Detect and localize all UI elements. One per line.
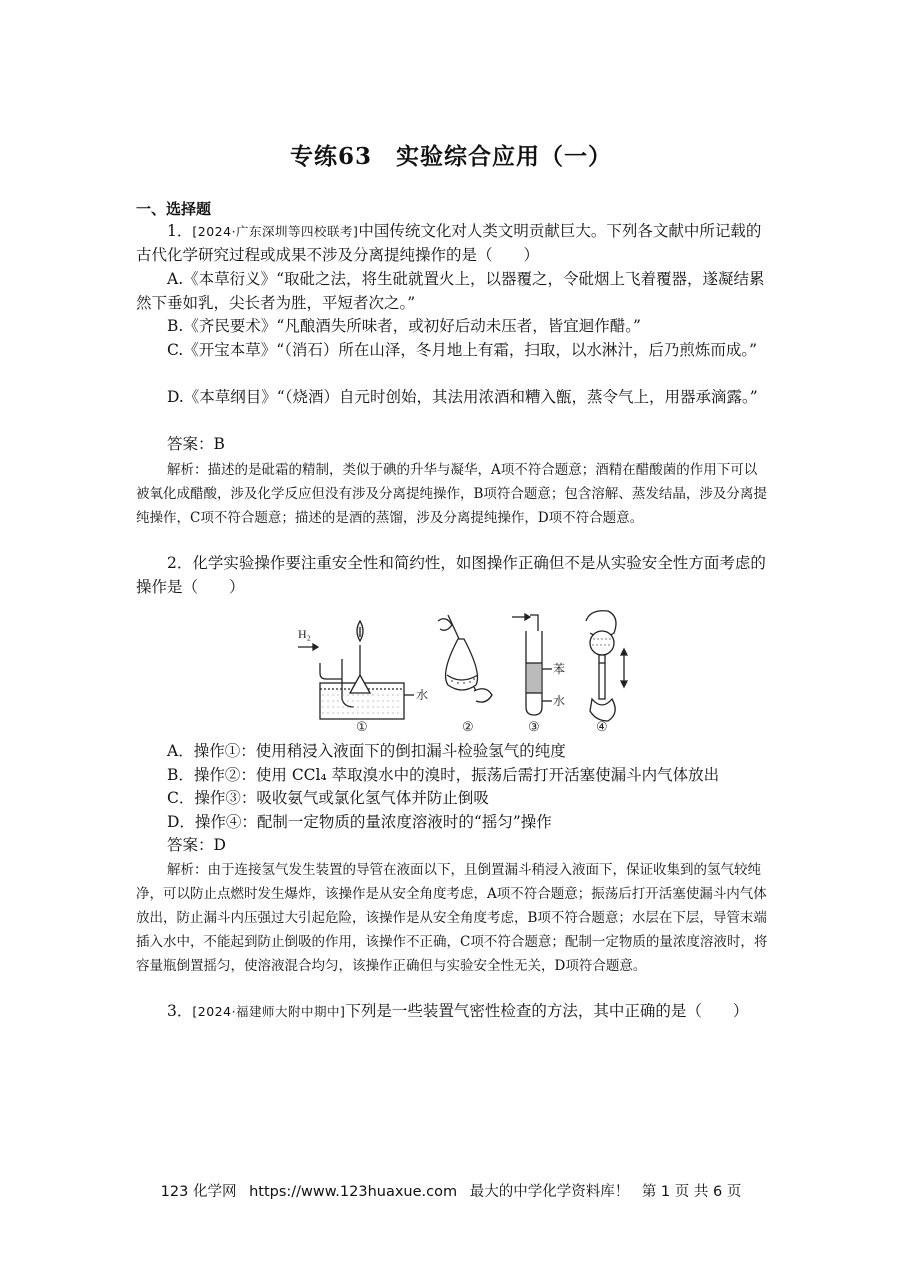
option-b: B．操作②：使用 CCl₄ 萃取溴水中的溴时，振荡后需打开活塞使漏斗内气体放出 [167, 766, 720, 784]
experiment-figure [290, 603, 630, 735]
question-3-stem [136, 1000, 768, 1024]
option-d: D.《本草纲目》“（烧酒）自元时创始，其法用浓酒和糟入甑，蒸令气上，用器承滴露。” [167, 388, 758, 406]
question-2-stem [136, 552, 768, 599]
footer-url[interactable]: https://www.123huaxue.com [249, 1184, 458, 1200]
question-text: 下列是一些装置气密性检查的方法，其中正确的是（ ） [345, 1002, 749, 1020]
water-label: 水 [553, 694, 566, 708]
figure-label-2: ② [462, 720, 474, 735]
page-number: 第 1 页 共 6 页 [641, 1184, 742, 1200]
option-c: C．操作③：吸收氨气或氯化氢气体并防止倒吸 [167, 789, 489, 807]
h2-label: H₂ [298, 627, 311, 641]
water-label: 水 [416, 688, 429, 702]
figure-label-4: ④ [596, 720, 608, 735]
page-title: 专练63 实验综合应用（一） [289, 143, 612, 170]
figure-label-3: ③ [528, 720, 540, 735]
page-footer [0, 1180, 902, 1201]
option-d: D．操作④：配制一定物质的量浓度溶液时的“摇匀”操作 [167, 813, 552, 831]
question-source: [2024·福建师大附中期中] [192, 1004, 346, 1019]
apparatus-1 [298, 621, 428, 735]
option-a: A．操作①：使用稍浸入液面下的倒扣漏斗检验氢气的纯度 [167, 742, 566, 760]
option-c: C.《开宝本草》“（消石）所在山泽，冬月地上有霜，扫取，以水淋汁，后乃煎炼而成。” [167, 341, 758, 359]
analysis: 解析：描述的是砒霜的精制，类似于碘的升华与凝华，A项不符合题意；酒精在醋酸菌的作用下可以被氧化成醋酸，涉及化学反应但没有涉及分离提纯操作，B项符合题意；包含溶解、蒸发结晶，涉及分离提纯操作，C项不符合题意；描述的是酒的蒸馏，涉及分离提纯操作，D项不符合题意。 [136, 462, 767, 526]
footer-site: 123 化学网 [160, 1184, 237, 1200]
answer: 答案：B [167, 435, 225, 453]
question-source: [2024·广东深圳等四校联考] [192, 224, 359, 239]
figure-label-1: ① [356, 720, 368, 735]
question-1-stem [136, 220, 768, 267]
question-number: 3． [167, 1002, 193, 1020]
footer-slogan: 最大的中学化学资料库！ [469, 1184, 630, 1200]
question-number: 2． [167, 554, 193, 572]
question-number: 1． [167, 222, 193, 240]
apparatus-2 [438, 615, 492, 735]
question-text: 化学实验操作要注重安全性和简约性，如图操作正确但不是从实验安全性方面考虑的操作是（ ） [136, 554, 766, 596]
apparatus-4 [586, 611, 627, 735]
option-a: A.《本草衍义》“取砒之法，将生砒就置火上，以器覆之，令砒烟上飞着覆器，遂凝结累然下垂如乳，尖长者为胜，平短者次之。” [136, 270, 765, 312]
option-b: B.《齐民要术》“凡酿酒失所味者，或初好后动未压者，皆宜迴作醋。” [167, 317, 641, 335]
apparatus-3 [512, 614, 565, 735]
analysis: 解析：由于连接氢气发生装置的导管在液面以下，且倒置漏斗稍浸入液面下，保证收集到的氢气较纯净，可以防止点燃时发生爆炸，该操作是从安全角度考虑，A项不符合题意；振荡后打开活塞使漏斗内气体放出，防止漏斗内压强过大引起危险，该操作是从安全角度考虑，B项不符合题意；水层在下层，导管末端插入水中，不能起到防止倒吸的作用，该操作不正确，C项不符合题意；配制一定物质的量浓度溶液时，将容量瓶倒置摇匀，使溶液混合均匀，该操作正确但与实验安全性无关，D项符合题意。 [136, 862, 768, 974]
question-text: 中国传统文化对人类文明贡献巨大。下列各文献中所记载的古代化学研究过程或成果不涉及分离提纯操作的是（ ） [136, 222, 762, 264]
answer: 答案：D [167, 836, 226, 854]
section-heading: 一、选择题 [136, 200, 212, 218]
benzene-label: 苯 [553, 662, 566, 676]
